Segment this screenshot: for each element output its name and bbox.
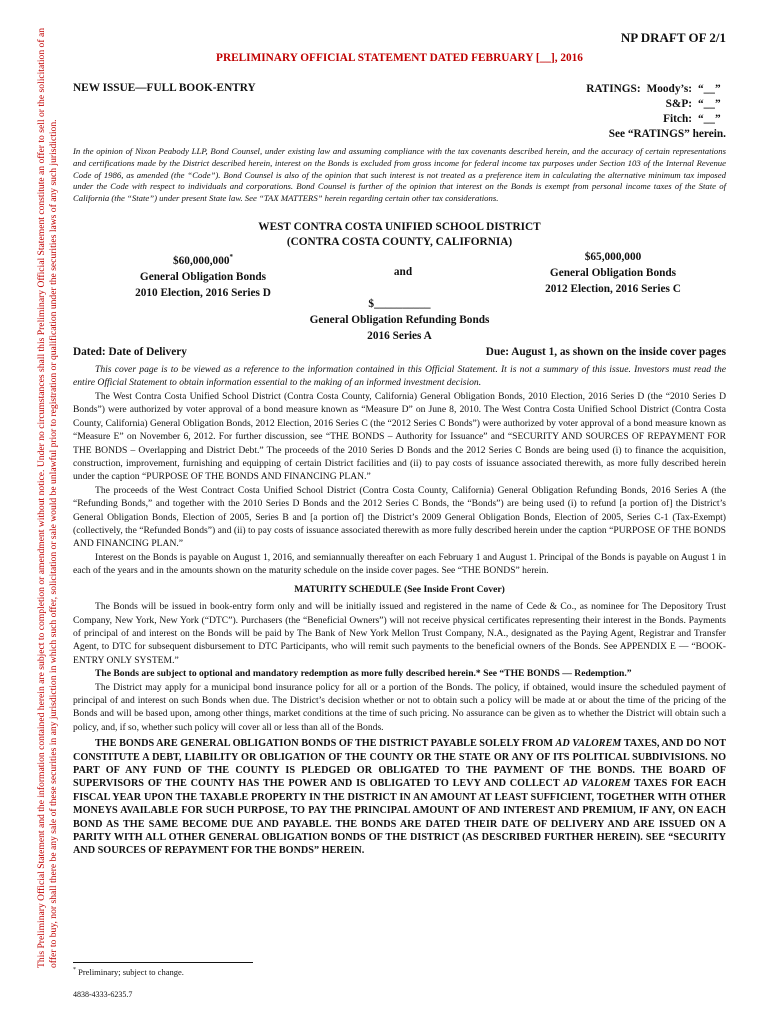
general-obligation-caps: THE BONDS ARE GENERAL OBLIGATION BONDS OF THE DISTRICT PAYABLE SOLELY FROM AD VALOREM TAXES, AND DO NOT CONSTITUTE A DEBT, LIABILITY OR OBLIGATION OF THE COUNTY OR THE STATE OR ANY OF ITS POLITICAL SUBDIVISIONS. NO PART OF ANY FUND OF THE COUNTY IS PLEDGED OR OBLIGATED TO THE PAYMENT OF THE BONDS. THE BOARD OF SUPERVISORS OF THE COUNTY HAS THE POWER AND IS OBLIGATED TO LEVY AND COLLECT AD VALOREM TAXES FOR EACH FISCAL YEAR UPON THE TAXABLE PROPERTY IN THE DISTRICT IN AN AMOUNT AT LEAST SUFFICIENT, TOGETHER WITH OTHER MONEYS AVAILABLE FOR SUCH PURPOSE, TO PAY THE PRINCIPAL AMOUNT OF AND INTEREST AND PREMIUM, IF ANY, ON EACH BOND AS THE SAME BECOME DUE AND PAYABLE. THE BONDS ARE DATED THEIR DATE OF DELIVERY AND ARE ISSUED ON A PARITY WITH ALL OTHER GENERAL OBLIGATION BONDS OF THE DISTRICT (AS DESCRIBED FURTHER HEREIN). SEE “SECURITY AND SOURCES OF REPAYMENT FOR THE BONDS” HEREIN.: [73, 738, 727, 857]
bond-right: [513, 249, 713, 297]
rating-row: [586, 97, 726, 112]
district-county: (CONTRA COSTA COUNTY, CALIFORNIA): [286, 236, 513, 248]
rating-row: [586, 82, 726, 97]
ratings-see: See “RATINGS” herein.: [608, 128, 726, 140]
dated-line: Dated: Date of Delivery: [73, 346, 187, 358]
draft-label: NP DRAFT OF 2/1: [620, 30, 726, 45]
footnote-rule: [73, 962, 253, 963]
due-line: Due: August 1, as shown on the inside cover pages: [485, 346, 726, 358]
insurance-paragraph: The District may apply for a municipal bond insurance policy for all or a portion of the Bonds. The policy, if obtained, would insure the scheduled payment of principal of and interest on such Bonds when due. The District’s decision whether or not to obtain such a policy will be made at or about the time of the pricing of the Bonds and will be based upon, among other things, market conditions at the time of such pricing. No assurance can be given as to whether the District will obtain such a policy, and, if so, whether such policy will cover all or less than all of the Bonds.: [73, 681, 726, 733]
ratings-label: RATINGS:: [586, 83, 641, 95]
bond-right-amount: $65,000,000: [584, 251, 642, 263]
rating-agency: Fitch:: [663, 113, 692, 125]
refunding-type: General Obligation Refunding Bonds: [309, 314, 490, 326]
paragraph: The West Contra Costa Unified School District (Contra Costa County, California) General Obligation Bonds, 2010 Election, 2016 Series D (the “2010 Series D Bonds”) were authorized by voter approval of a bond measure known as “Measure D” on June 8, 2010. The West Contra Costa Unified School District (Contra Costa County, California) General Obligation Bonds, 2012 Election, 2016 Series C (the “2012 Series C Bonds”) were authorized by voter approval of a bond measure known as “Measure E” on November 6, 2012. For further discussion, see “THE BONDS – Authority for Issuance” and “SECURITY AND SOURCES OF REPAYMENT FOR THE BONDS – Overlapping and District Debt.” The proceeds of the 2010 Series D Bonds and the 2012 Series C Bonds are being used (i) to finance the acquisition, construction, improvement, furnishing and equipping of certain District facilities and (ii) to pay costs of issuance associated therewith, as more fully described herein under the caption “PURPOSE OF THE BONDS AND FINANCING PLAN.”: [73, 391, 726, 483]
bond-left-amount: $60,000,000*: [173, 253, 233, 267]
new-issue-label: NEW ISSUE—FULL BOOK-ENTRY: [73, 82, 256, 94]
cover-note: This cover page is to be viewed as a reference to the information contained in this Official Statement. It is not a summary of this issue. Investors must read the entire Official Statement to obtain information essential to the making of an informed investment decision.: [73, 364, 726, 389]
district-name: WEST CONTRA COSTA UNIFIED SCHOOL DISTRICT: [258, 221, 541, 233]
preliminary-title: PRELIMINARY OFFICIAL STATEMENT DATED FEBRUARY [__], 2016: [216, 52, 583, 64]
paragraph: The proceeds of the West Contract Costa Unified School District (Contra Costa County, California) General Obligation Refunding Bonds, 2016 Series A (the “Refunding Bonds,” and together with the 2010 Series D Bonds and the 2012 Series C Bonds, the “Bonds”) are being used (i) to refund [a portion of] the District’s General Obligation Bonds, Election of 2005, Series B and [a portion of] the District’s 2009 General Obligation Bonds, Election of 2005, Series C-1 (Tax-Exempt) (collectively, the “Refunded Bonds”) and (ii) to pay costs of issuance associated therewith as more fully described herein under the caption “PURPOSE OF THE BONDS AND FINANCING PLAN.”: [73, 484, 726, 550]
tax-opinion: In the opinion of Nixon Peabody LLP, Bond Counsel, under existing law and assuming compliance with the tax covenants described herein, and the accuracy of certain representations and certifications made by the District described herein, interest on the Bonds is excluded from gross income for federal income tax purposes under Section 103 of the Internal Revenue Code of 1986, as amended (the “Code”). Bond Counsel is also of the opinion that such interest is not treated as a preference item in calculating the alternative minimum tax imposed under the Code with respect to individuals and corporations. Bond Counsel is further of the opinion that interest on the Bonds is exempt from personal income taxes of the State of California (the “State”) under present State law. See “TAX MATTERS” herein regarding certain other tax considerations.: [73, 146, 726, 204]
footnote: * Preliminary; subject to change.: [73, 967, 184, 977]
bond-left: [103, 249, 303, 301]
bond-right-type: General Obligation Bonds: [549, 267, 677, 279]
refunding-amount: $__________: [368, 298, 431, 310]
maturity-heading: MATURITY SCHEDULE (See Inside Front Cover): [294, 583, 505, 595]
body-paragraphs: [73, 390, 726, 858]
refunding-series: 2016 Series A: [367, 330, 432, 342]
paragraph: Interest on the Bonds is payable on August 1, 2016, and semiannually thereafter on each February 1 and August 1. Principal of the Bonds is payable on August 1 in each of the years and in the amounts shown on the maturity schedule on the inside cover pages. See “THE BONDS” herein.: [73, 551, 726, 577]
rating-agency: Moody’s:: [646, 83, 692, 95]
bonds-and: and: [393, 266, 413, 278]
bond-right-series: 2012 Election, 2016 Series C: [545, 283, 681, 295]
paragraph: The Bonds will be issued in book-entry form only and will be initially issued and registered in the name of Cede & Co., as nominee for The Depository Trust Company, New York, New York (“DTC”). Purchasers (the “Beneficial Owners”) will not receive physical certificates representing their interest in the Bonds. Payments of principal of and interest on the Bonds will be paid by The Bank of New York Mellon Trust Company, N.A., designated as the Paying Agent, Registrar and Transfer Agent, to DTC for subsequent disbursement to DTC Participants, who will remit such payments to the beneficial owners of the Bonds. See APPENDIX E — “BOOK-ENTRY ONLY SYSTEM.”: [73, 601, 726, 666]
side-disclaimer-text: This Preliminary Official Statement and the information contained herein are subject to completion or amendment without notice. Under no circumstances shall this Preliminary Official Statement constitute an offer to sell or the solicitation of an offer to buy, nor shall there be any sale of these securities in any jurisdiction in which such offer, solicitation or sale would be unlawful prior to registration or qualification under the securities laws of any such jurisdiction.: [36, 28, 59, 968]
bond-left-type: General Obligation Bonds: [139, 270, 267, 283]
document-id: 4838-4333-6235.7: [73, 990, 133, 999]
bond-left-series: 2010 Election, 2016 Series D: [135, 286, 271, 299]
ratings-block: [586, 82, 726, 142]
rating-value: “__”: [698, 98, 721, 110]
side-disclaimer: [0, 0, 72, 1024]
rating-row: [586, 112, 726, 127]
rating-agency: S&P:: [665, 98, 692, 110]
rating-value: “__”: [698, 83, 721, 95]
redemption-paragraph: The Bonds are subject to optional and mandatory redemption as more fully described herein.* See “THE BONDS — Redemption.”: [95, 668, 632, 680]
rating-value: “__”: [698, 113, 721, 125]
